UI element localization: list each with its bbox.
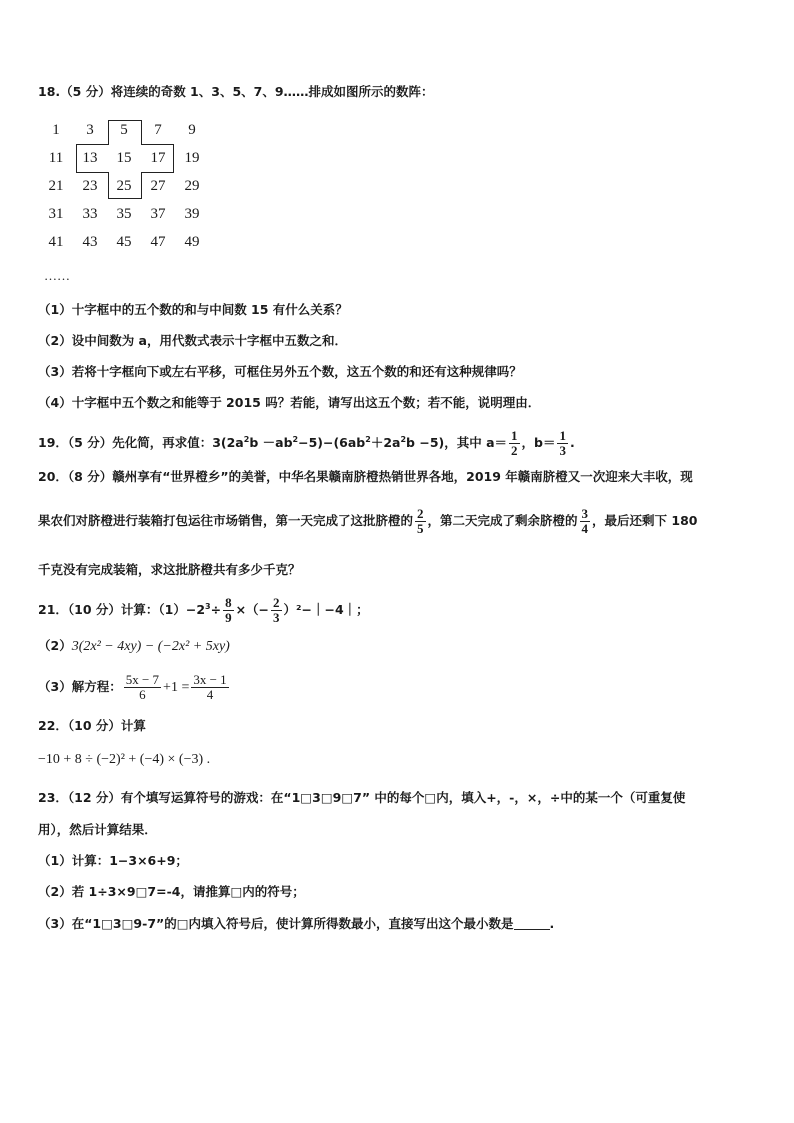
q20-line3: 千克没有完成装箱，求这批脐橙共有多少千克？ [38,562,301,577]
grid-cell: 43 [82,234,98,250]
q22-expression: −10 + 8 ÷ (−2)² + (−4) × (−3) . [38,752,211,767]
q21-sub1: 21．（10 分）计算：$(1)-2^3\div$ $\frac{8}{9}$ ×（− $\frac{2}{3}$ ）²−｜−4｜； [38,595,369,625]
grid-ellipsis: …… [44,268,70,283]
grid-cell: 7 [154,122,162,138]
grid-cell: 11 [48,150,64,166]
q22-heading: 22．（10 分）计算 [38,718,146,733]
grid-cell: 9 [188,122,196,138]
grid-cell: 37 [150,206,166,222]
grid-cell: 49 [184,234,200,250]
grid-cell: 39 [184,206,200,222]
grid-cell: 41 [48,234,64,250]
grid-cell: 45 [116,234,132,250]
grid-cell: 17 [150,150,166,166]
q18-heading: 18.（5 分）将连续的奇数 1、3、5、7、9……排成如图所示的数阵： [38,84,434,99]
q20-line2: 果农们对脐橙进行装箱打包运往市场销售，第一天完成了这批脐橙的 $\frac{2}{5}$ ，第二天完成了剩余脐橙的 $\frac{3}{4}$ ，最后还剩下 180 [38,506,698,536]
fraction-two-thirds: $\frac{2}{3}$ [273,595,280,625]
q19-line: 19．（5 分）先化简，再求值：$3(2a^2b -ab^2-5)-(6ab^2+2a^2b -5)$，其中 a＝ $\frac{1}{2}$ ，b＝ $\frac{1}{3}$ . [38,428,575,458]
grid-cell: 25 [116,178,132,194]
q18-sub2: （2）设中间数为 a，用代数式表示十字框中五数之和． [38,333,347,348]
fraction-two-fifths: $\frac{2}{5}$ [417,506,424,536]
q23-sub2: （2）若 1÷3×9□7=-4，请推算□内的符号； [38,884,305,899]
grid-cell: 21 [48,178,64,194]
q18-sub3: （3）若将十字框向下或左右平移，可框住另外五个数，这五个数的和还有这种规律吗？ [38,364,522,379]
fraction-right: $\frac{3x - 1}{4}$ [193,672,227,702]
q23-sub1: （1）计算：1−3×6+9； [38,853,188,868]
grid-cell: 5 [120,122,128,138]
grid-cell: 33 [82,206,98,222]
grid-cell: 13 [82,150,98,166]
grid-cell: 35 [116,206,132,222]
odd-number-array [40,118,220,268]
fraction-eight-ninths: $\frac{8}{9}$ [225,595,232,625]
q18-sub4: （4）十字框中五个数之和能等于 2015 吗？若能，请写出这五个数；若不能，说明理由． [38,395,541,410]
grid-cell: 15 [116,150,132,166]
q21-sub3: （3）解方程： $\frac{5x - 7}{6}$ +1 = $\frac{3x - 1}{4}$ [38,672,227,702]
fraction-b: $\frac{1}{3}$ [559,428,566,458]
q21-sub2: （2）3(2x² − 4xy) − (−2x² + 5xy) [38,638,230,654]
q20-line1: 20．（8 分）赣州享有“世界橙乡”的美誉，中华名果赣南脐橙热销世界各地，2019 年赣南脐橙又一次迎来大丰收，现 [38,469,693,484]
grid-cell: 1 [52,122,60,138]
grid-cell: 3 [86,122,94,138]
answer-blank [514,917,550,930]
grid-cell: 27 [150,178,166,194]
grid-cell: 19 [184,150,200,166]
fraction-three-quarters: $\frac{3}{4}$ [581,506,589,536]
fraction-a: $\frac{1}{2}$ [511,428,518,458]
q23-line2: 用），然后计算结果． [38,822,157,837]
grid-cell: 23 [82,178,98,194]
q18-sub1: （1）十字框中的五个数的和与中间数 15 有什么关系？ [38,302,348,317]
grid-cell: 47 [150,234,166,250]
q23-sub3: （3）在“1□3□9-7”的□内填入符号后，使计算所得数最小，直接写出这个最小数是 . [38,916,555,931]
grid-cell: 31 [48,206,64,222]
grid-cell: 29 [184,178,200,194]
q23-line1: 23．（12 分）有个填写运算符号的游戏：在“1□3□9□7” 中的每个□内，填入+，-，×，÷中的某一个（可重复使 [38,790,686,805]
fraction-left: $\frac{5x - 7}{6}$ [125,672,160,702]
